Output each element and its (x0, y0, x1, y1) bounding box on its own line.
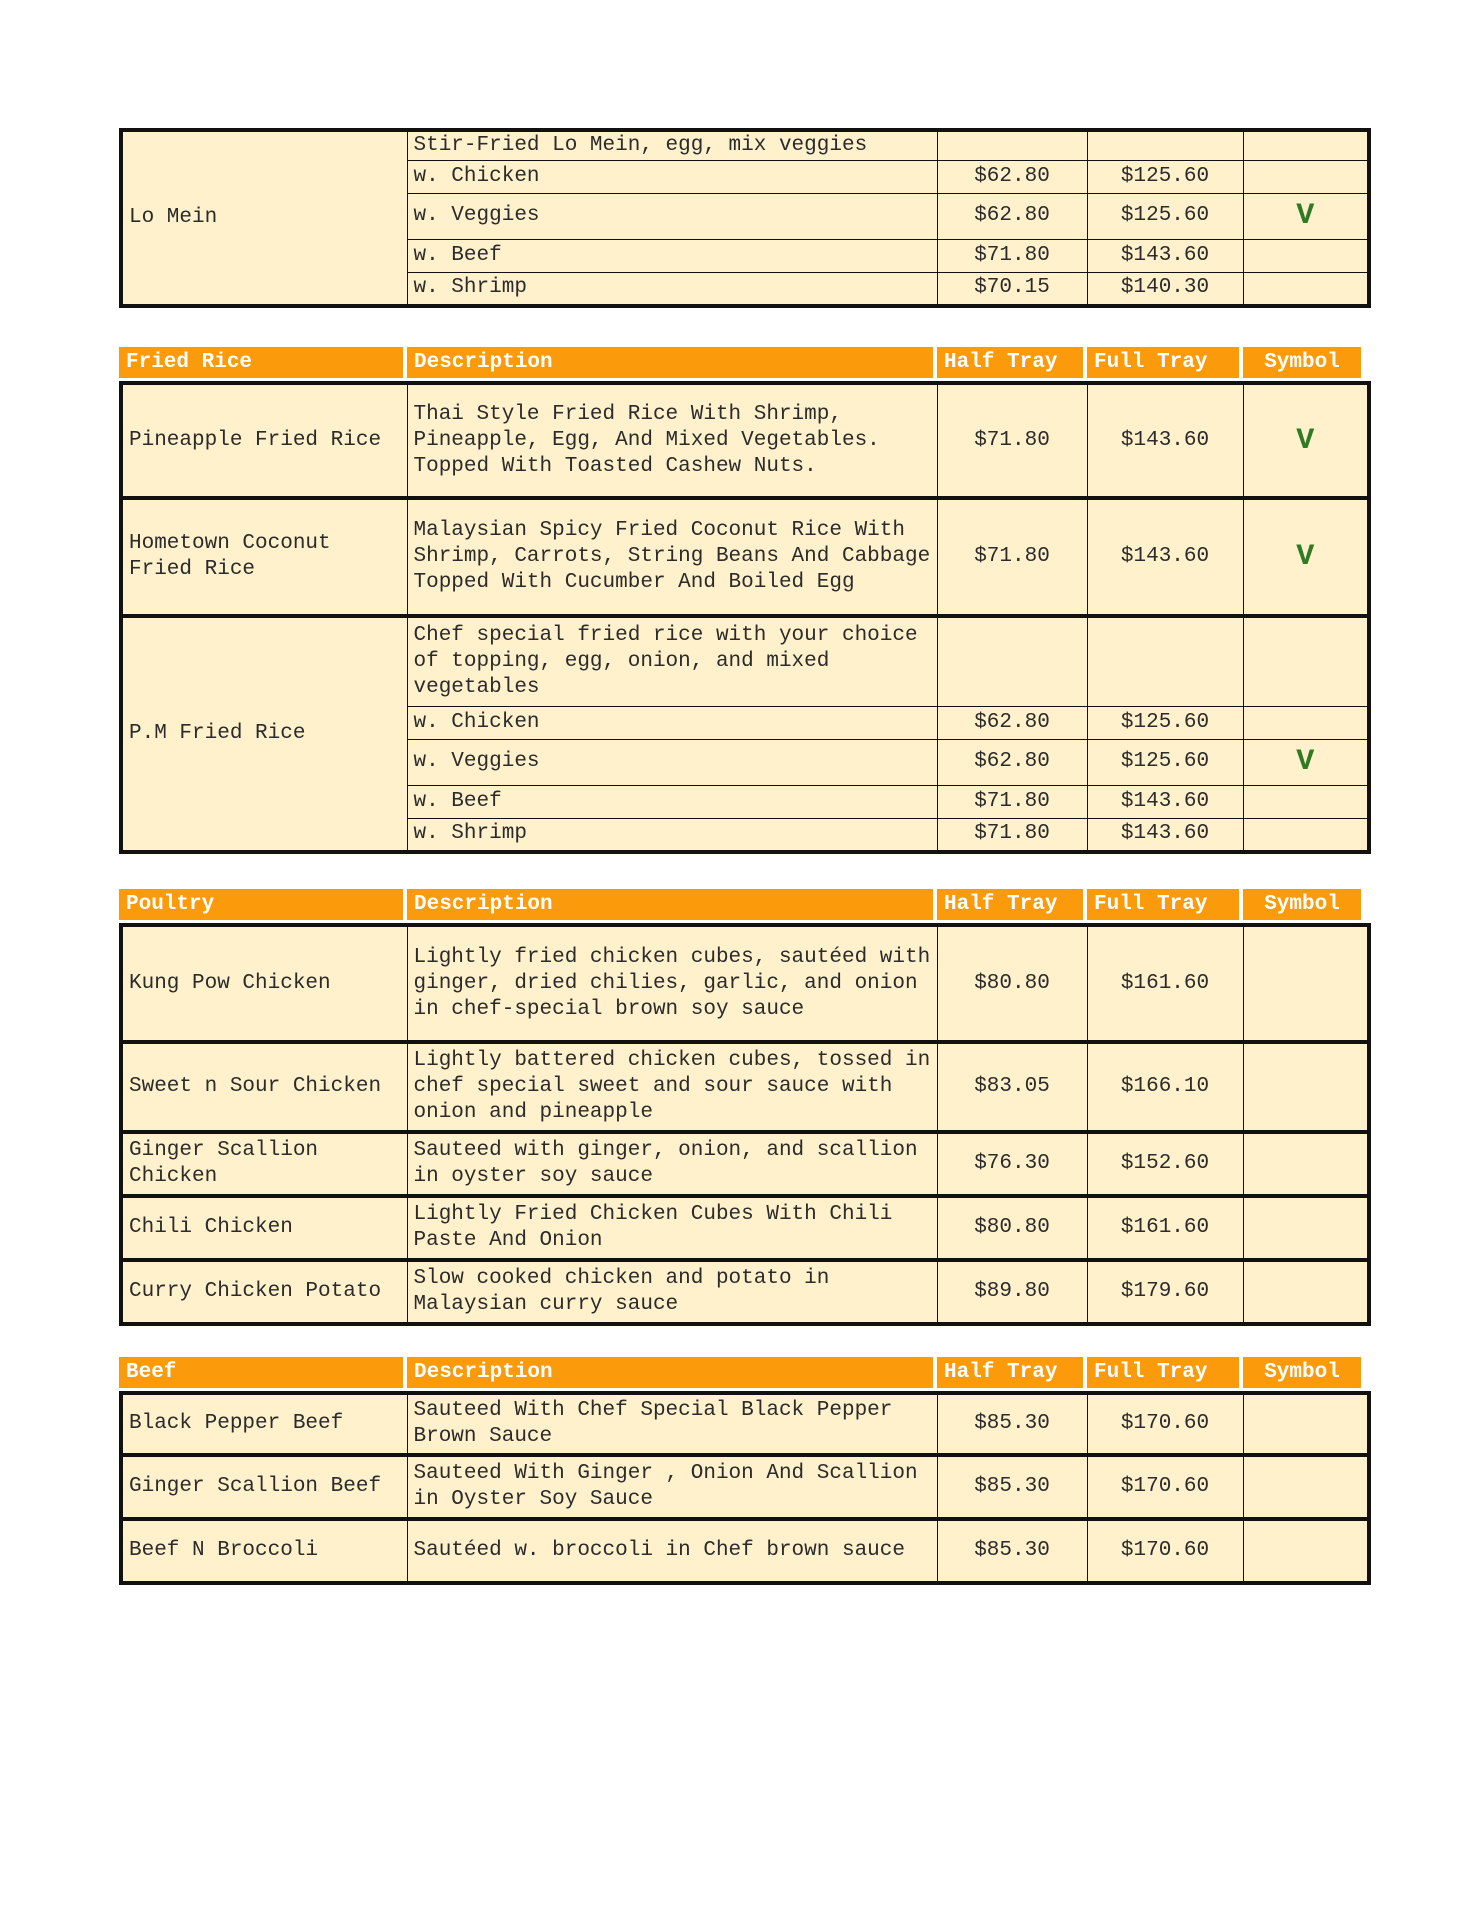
half-tray-header: Half Tray (937, 889, 1083, 920)
table-row (121, 383, 1369, 498)
table-row (121, 925, 1369, 1042)
item-name: Curry Chicken Potato (121, 1260, 407, 1324)
beef-table (119, 1391, 1371, 1585)
category-header (119, 889, 1371, 920)
full-tray-price: $161.60 (1087, 925, 1243, 1042)
full-tray-price: $143.60 (1087, 498, 1243, 616)
full-tray-price: $143.60 (1087, 383, 1243, 498)
full-tray-price: $166.10 (1087, 1042, 1243, 1132)
item-description: Stir-Fried Lo Mein, egg, mix veggies (407, 130, 937, 160)
half-tray-price: $85.30 (937, 1519, 1087, 1583)
vegetarian-symbol: V (1243, 739, 1369, 785)
item-description: Lightly fried chicken cubes, sautéed with ginger, dried chilies, garlic, and onion in chef-special brown soy sauce (407, 925, 937, 1042)
half-tray-price: $62.80 (937, 160, 1087, 193)
table-row (121, 1455, 1369, 1519)
vegetarian-symbol (1243, 272, 1369, 306)
table-row (121, 1260, 1369, 1324)
vegetarian-symbol (1243, 1393, 1369, 1455)
symbol-header: Symbol (1243, 347, 1361, 378)
item-description: Lightly battered chicken cubes, tossed in chef special sweet and sour sauce with onion and pineapple (407, 1042, 937, 1132)
item-name: Black Pepper Beef (121, 1393, 407, 1455)
item-description: Sautéed w. broccoli in Chef brown sauce (407, 1519, 937, 1583)
symbol-header: Symbol (1243, 889, 1361, 920)
table-row (121, 130, 1369, 160)
vegetarian-symbol (1243, 925, 1369, 1042)
vegetarian-symbol (1243, 785, 1369, 818)
option-label: w. Veggies (407, 739, 937, 785)
full-tray-price: $125.60 (1087, 160, 1243, 193)
full-tray-price: $125.60 (1087, 193, 1243, 239)
vegetarian-symbol: V (1243, 193, 1369, 239)
vegetarian-symbol (1243, 818, 1369, 852)
beef-section (119, 1357, 1371, 1585)
full-tray-price: $143.60 (1087, 785, 1243, 818)
vegetarian-symbol (1243, 1132, 1369, 1196)
half-tray-price: $80.80 (937, 1196, 1087, 1260)
full-tray-price: $179.60 (1087, 1260, 1243, 1324)
category-title: Poultry (119, 889, 403, 920)
half-tray-price: $62.80 (937, 739, 1087, 785)
full-tray-price: $143.60 (1087, 818, 1243, 852)
vegetarian-symbol (1243, 1042, 1369, 1132)
category-header (119, 347, 1371, 378)
table-row (121, 616, 1369, 706)
item-description: Sauteed With Ginger , Onion And Scallion in Oyster Soy Sauce (407, 1455, 937, 1519)
half-tray-price: $71.80 (937, 239, 1087, 272)
half-tray-price: $62.80 (937, 193, 1087, 239)
item-name: Beef N Broccoli (121, 1519, 407, 1583)
vegetarian-symbol (1243, 239, 1369, 272)
half-tray-price: $76.30 (937, 1132, 1087, 1196)
full-tray-header: Full Tray (1087, 347, 1239, 378)
item-name: Chili Chicken (121, 1196, 407, 1260)
lo-mein-section (119, 128, 1371, 308)
category-title: Beef (119, 1357, 403, 1388)
description-header: Description (407, 347, 933, 378)
vegetarian-symbol (1243, 706, 1369, 739)
half-tray-price: $62.80 (937, 706, 1087, 739)
item-description: Lightly Fried Chicken Cubes With Chili Paste And Onion (407, 1196, 937, 1260)
half-tray-header: Half Tray (937, 1357, 1083, 1388)
option-label: w. Beef (407, 239, 937, 272)
half-tray-price: $71.80 (937, 498, 1087, 616)
table-row (121, 1132, 1369, 1196)
option-label: w. Veggies (407, 193, 937, 239)
item-name: Lo Mein (121, 130, 407, 306)
option-label: w. Shrimp (407, 272, 937, 306)
item-name: Sweet n Sour Chicken (121, 1042, 407, 1132)
item-name: Hometown Coconut Fried Rice (121, 498, 407, 616)
poultry-section (119, 889, 1371, 1326)
table-row (121, 1519, 1369, 1583)
item-name: Pineapple Fried Rice (121, 383, 407, 498)
vegetarian-symbol: V (1243, 383, 1369, 498)
description-header: Description (407, 1357, 933, 1388)
item-description: Chef special fried rice with your choice of topping, egg, onion, and mixed vegetables (407, 616, 937, 706)
poultry-table (119, 923, 1371, 1326)
full-tray-price: $143.60 (1087, 239, 1243, 272)
half-tray-price: $71.80 (937, 383, 1087, 498)
half-tray-price: $71.80 (937, 818, 1087, 852)
option-label: w. Shrimp (407, 818, 937, 852)
full-tray-price: $161.60 (1087, 1196, 1243, 1260)
table-row (121, 1393, 1369, 1455)
table-row (121, 498, 1369, 616)
half-tray-price: $70.15 (937, 272, 1087, 306)
half-tray-price: $85.30 (937, 1393, 1087, 1455)
vegetarian-symbol: V (1243, 498, 1369, 616)
vegetarian-symbol (1243, 1196, 1369, 1260)
fried-rice-section (119, 347, 1371, 854)
item-name: Ginger Scallion Beef (121, 1455, 407, 1519)
half-tray-price: $80.80 (937, 925, 1087, 1042)
item-description: Slow cooked chicken and potato in Malaysian curry sauce (407, 1260, 937, 1324)
item-description: Malaysian Spicy Fried Coconut Rice With Shrimp, Carrots, String Beans And Cabbage Topped With Cucumber And Boiled Egg (407, 498, 937, 616)
category-title: Fried Rice (119, 347, 403, 378)
item-description: Sauteed with ginger, onion, and scallion in oyster soy sauce (407, 1132, 937, 1196)
half-tray-price: $89.80 (937, 1260, 1087, 1324)
full-tray-price: $152.60 (1087, 1132, 1243, 1196)
vegetarian-symbol (1243, 1260, 1369, 1324)
item-name: Kung Pow Chicken (121, 925, 407, 1042)
full-tray-price: $170.60 (1087, 1519, 1243, 1583)
half-tray-price: $71.80 (937, 785, 1087, 818)
half-tray-header: Half Tray (937, 347, 1083, 378)
full-tray-price: $125.60 (1087, 739, 1243, 785)
fried-rice-table (119, 381, 1371, 854)
option-label: w. Beef (407, 785, 937, 818)
item-name: P.M Fried Rice (121, 616, 407, 852)
lo-mein-table (119, 128, 1371, 308)
description-header: Description (407, 889, 933, 920)
half-tray-price: $83.05 (937, 1042, 1087, 1132)
vegetarian-symbol (1243, 1455, 1369, 1519)
table-row (121, 1196, 1369, 1260)
full-tray-header: Full Tray (1087, 1357, 1239, 1388)
full-tray-price: $125.60 (1087, 706, 1243, 739)
table-row (121, 1042, 1369, 1132)
option-label: w. Chicken (407, 160, 937, 193)
item-name: Ginger Scallion Chicken (121, 1132, 407, 1196)
vegetarian-symbol (1243, 160, 1369, 193)
category-header (119, 1357, 1371, 1388)
item-description: Sauteed With Chef Special Black Pepper Brown Sauce (407, 1393, 937, 1455)
option-label: w. Chicken (407, 706, 937, 739)
item-description: Thai Style Fried Rice With Shrimp, Pineapple, Egg, And Mixed Vegetables. Topped With Toasted Cashew Nuts. (407, 383, 937, 498)
half-tray-price: $85.30 (937, 1455, 1087, 1519)
full-tray-price: $170.60 (1087, 1455, 1243, 1519)
full-tray-header: Full Tray (1087, 889, 1239, 920)
full-tray-price: $170.60 (1087, 1393, 1243, 1455)
vegetarian-symbol (1243, 1519, 1369, 1583)
symbol-header: Symbol (1243, 1357, 1361, 1388)
full-tray-price: $140.30 (1087, 272, 1243, 306)
